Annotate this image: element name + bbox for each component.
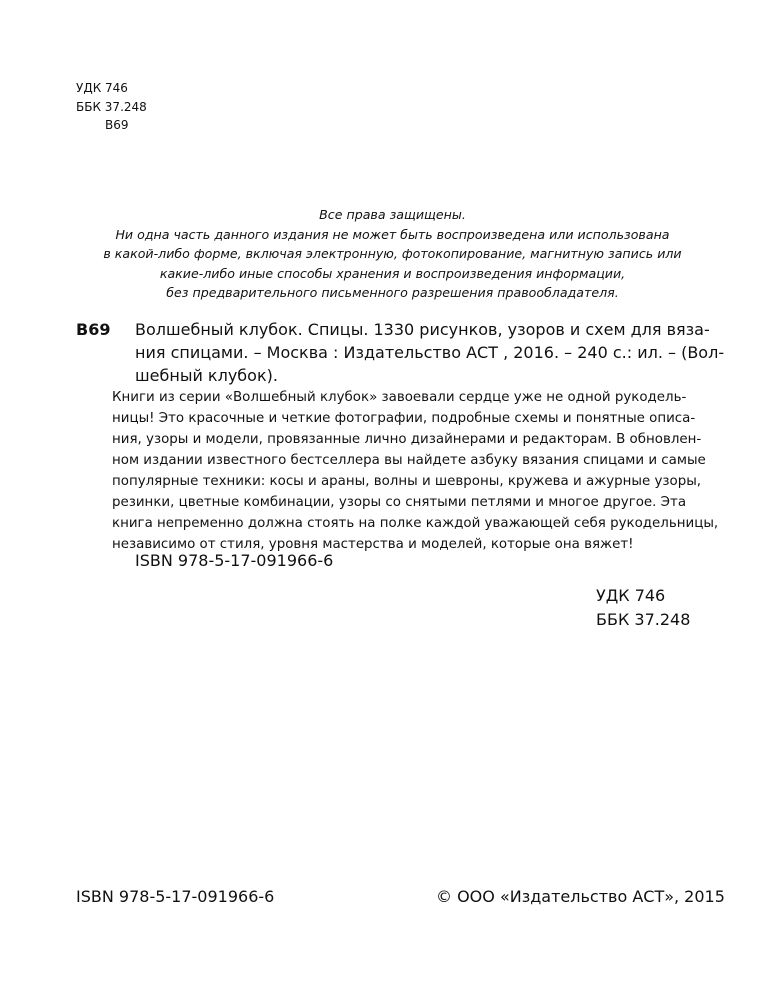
annotation-line: Книги из серии «Волшебный клубок» завоевали сердце уже не одной рукодель- xyxy=(112,390,687,405)
annotation-line: независимо от стиля, уровня мастерства и моделей, которые она вяжет! xyxy=(112,537,634,552)
isbn: ISBN 978-5-17-091966-6 xyxy=(135,551,334,570)
rights-notice xyxy=(60,205,725,303)
rights-line: какие-либо иные способы хранения и воспроизведения информации, xyxy=(159,265,626,281)
header-author-code: В69 xyxy=(105,118,129,132)
annotation-line: ния, узоры и модели, провязанные лично дизайнерами и редакторам. В обновлен- xyxy=(112,432,702,447)
bibliography-line: шебный клубок). xyxy=(135,366,278,385)
rights-line: в какой-либо форме, включая электронную, фотокопирование, магнитную запись или xyxy=(103,246,682,261)
index-block xyxy=(596,584,690,632)
index-udk: УДК 746 xyxy=(596,586,666,605)
rights-line: Ни одна часть данного издания не может быть воспроизведена или использована xyxy=(115,226,670,242)
annotation xyxy=(112,387,718,555)
annotation-line: резинки, цветные комбинации, узоры со снятыми петлями и многое другое. Эта xyxy=(112,495,687,510)
bibliography-line: ния спицами. – Москва : Издательство АСТ , 2016. – 240 с.: ил. – (Вол- xyxy=(135,343,725,362)
rights-line: без предварительного письменного разрешения правообладателя. xyxy=(166,285,619,300)
header-bbk: ББК 37.248 xyxy=(76,100,147,114)
bibliography-description xyxy=(135,318,724,387)
annotation-line: популярные техники: косы и араны, волны и шевроны, кружева и ажурные узоры, xyxy=(112,474,702,489)
bibliography-line: Волшебный клубок. Спицы. 1330 рисунков, узоров и схем для вяза- xyxy=(135,320,710,339)
annotation-line: ницы! Это красочные и четкие фотографии, подробные схемы и понятные описа- xyxy=(112,411,696,426)
rights-line: Все права защищены. xyxy=(319,207,466,222)
bibliography-code: В69 xyxy=(76,320,111,339)
header-udk: УДК 746 xyxy=(76,81,128,95)
footer-copyright: © ООО «Издательство АСТ», 2015 xyxy=(436,887,725,906)
footer-isbn: ISBN 978-5-17-091966-6 xyxy=(76,887,275,906)
index-bbk: ББК 37.248 xyxy=(596,610,691,629)
annotation-line: книга непременно должна стоять на полке каждой уважающей себя рукодельницы, xyxy=(112,516,719,531)
annotation-line: ном издании известного бестселлера вы найдете азбуку вязания спицами и самые xyxy=(112,453,706,468)
